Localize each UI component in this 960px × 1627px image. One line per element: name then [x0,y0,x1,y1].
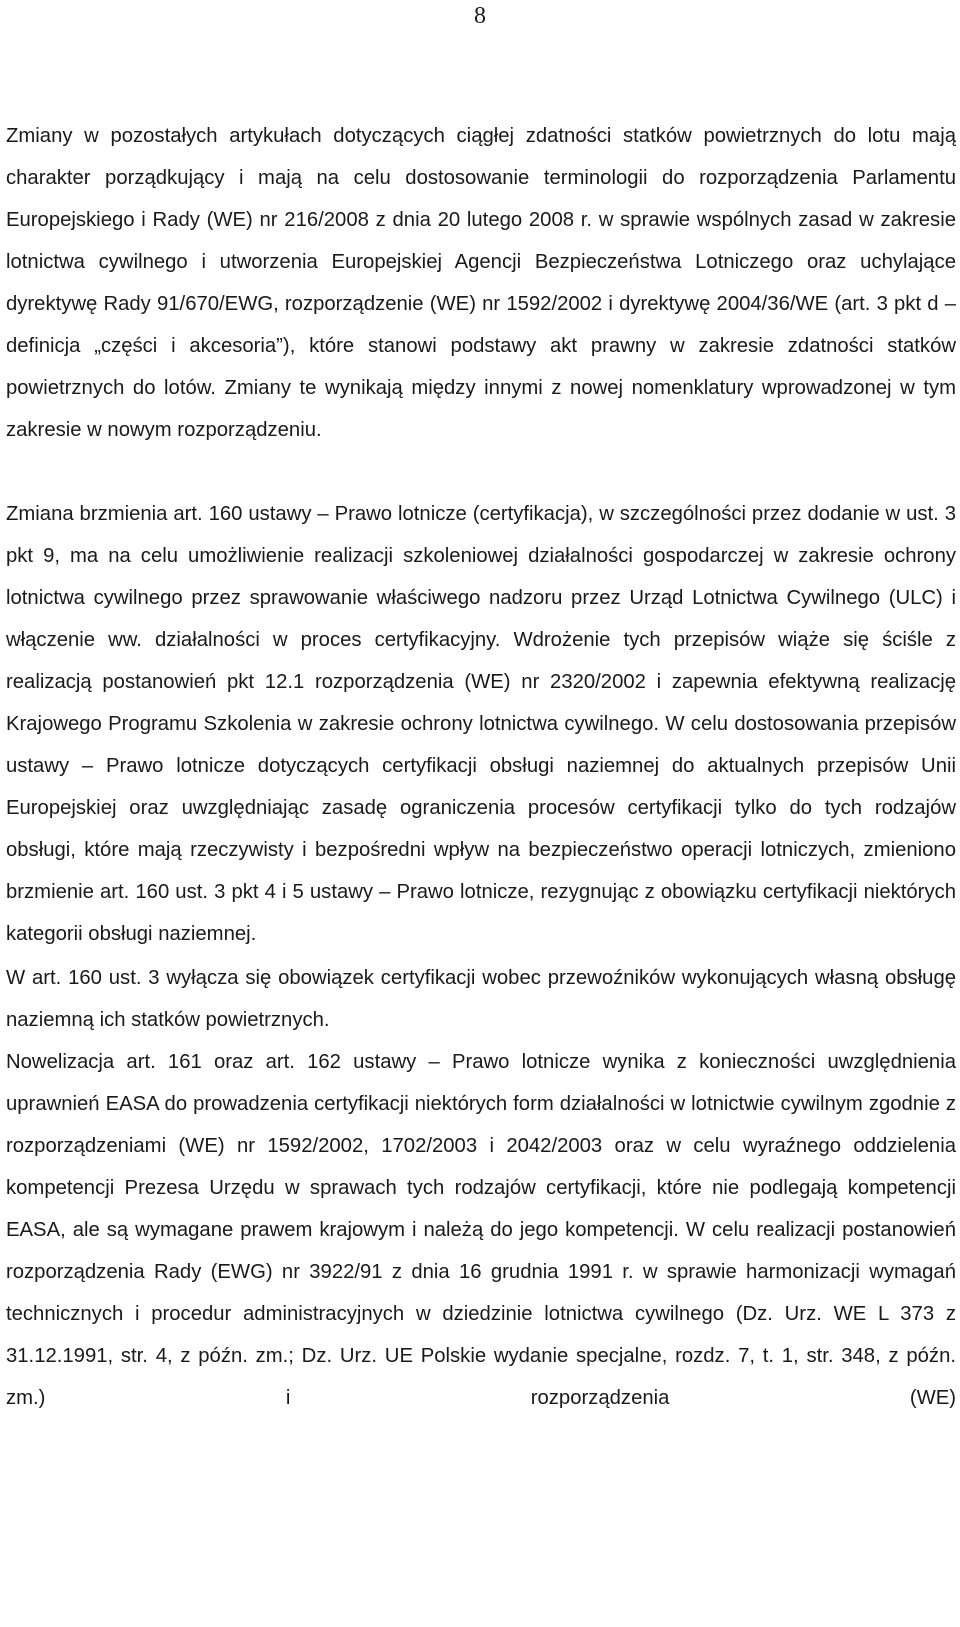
document-body [6,115,956,1419]
paragraph-art-161-162: Nowelizacja art. 161 oraz art. 162 ustawy – Prawo lotnicze wynika z konieczności uwzględnienia uprawnień EASA do prowadzenia certyfikacji niektórych form działalności w lotnictwie cywilnym zgodnie z rozporządzeniami (WE) nr 1592/2002, 1702/2003 i 2042/2003 oraz w celu wyraźnego oddzielenia kompetencji Prezesa Urzędu w sprawach tych rodzajów certyfikacji, które nie podlegają kompetencji EASA, ale są wymagane prawem krajowym i należą do jego kompetencji. W celu realizacji postanowień rozporządzenia Rady (EWG) nr 3922/91 z dnia 16 grudnia 1991 r. w sprawie harmonizacji wymagań technicznych i procedur administracyjnych w dziedzinie lotnictwa cywilnego (Dz. Urz. WE L 373 z 31.12.1991, str. 4, z późn. zm.; Dz. Urz. UE Polskie wydanie specjalne, rozdz. 7, t. 1, str. 348, z późn. zm.) i rozporządzenia (WE) [6,1051,956,1409]
paragraph-art-160-certification: Zmiana brzmienia art. 160 ustawy – Prawo lotnicze (certyfikacja), w szczególności przez dodanie w ust. 3 pkt 9, ma na celu umożliwienie realizacji szkoleniowej działalności gospodarczej w zakresie ochrony lotnictwa cywilnego przez sprawowanie właściwego nadzoru przez Urząd Lotnictwa Cywilnego (ULC) i włączenie ww. działalności w proces certyfikacyjny. Wdrożenie tych przepisów wiąże się ściśle z realizacją postanowień pkt 12.1 rozporządzenia (WE) nr 2320/2002 i zapewnia efektywną realizację Krajowego Programu Szkolenia w zakresie ochrony lotnictwa cywilnego. W celu dostosowania przepisów ustawy – Prawo lotnicze dotyczących certyfikacji obsługi naziemnej do aktualnych przepisów Unii Europejskiej oraz uwzględniając zasadę ograniczenia procesów certyfikacji tylko do tych rodzajów obsługi, które mają rzeczywisty i bezpośredni wpływ na bezpieczeństwo operacji lotniczych, zmieniono brzmienie art. 160 ust. 3 pkt 4 i 5 ustawy – Prawo lotnicze, rezygnując z obowiązku certyfikacji niektórych kategorii obsługi naziemnej. [6,503,956,945]
page-number: 8 [474,3,486,29]
paragraph-art-160-ust-3: W art. 160 ust. 3 wyłącza się obowiązek certyfikacji wobec przewoźników wykonujących własną obsługę naziemną ich statków powietrznych. [6,967,956,1031]
paragraph-terminology-changes: Zmiany w pozostałych artykułach dotyczących ciągłej zdatności statków powietrznych do lotu mają charakter porządkujący i mają na celu dostosowanie terminologii do rozporządzenia Parlamentu Europejskiego i Rady (WE) nr 216/2008 z dnia 20 lutego 2008 r. w sprawie wspólnych zasad w zakresie lotnictwa cywilnego i utworzenia Europejskiej Agencji Bezpieczeństwa Lotniczego oraz uchylające dyrektywę Rady 91/670/EWG, rozporządzenie (WE) nr 1592/2002 i dyrektywę 2004/36/WE (art. 3 pkt d – definicja „części i akcesoria”), które stanowi podstawy akt prawny w zakresie zdatności statków powietrznych do lotów. Zmiany te wynikają między innymi z nowej nomenklatury wprowadzonej w tym zakresie w nowym rozporządzeniu. [6,125,956,441]
